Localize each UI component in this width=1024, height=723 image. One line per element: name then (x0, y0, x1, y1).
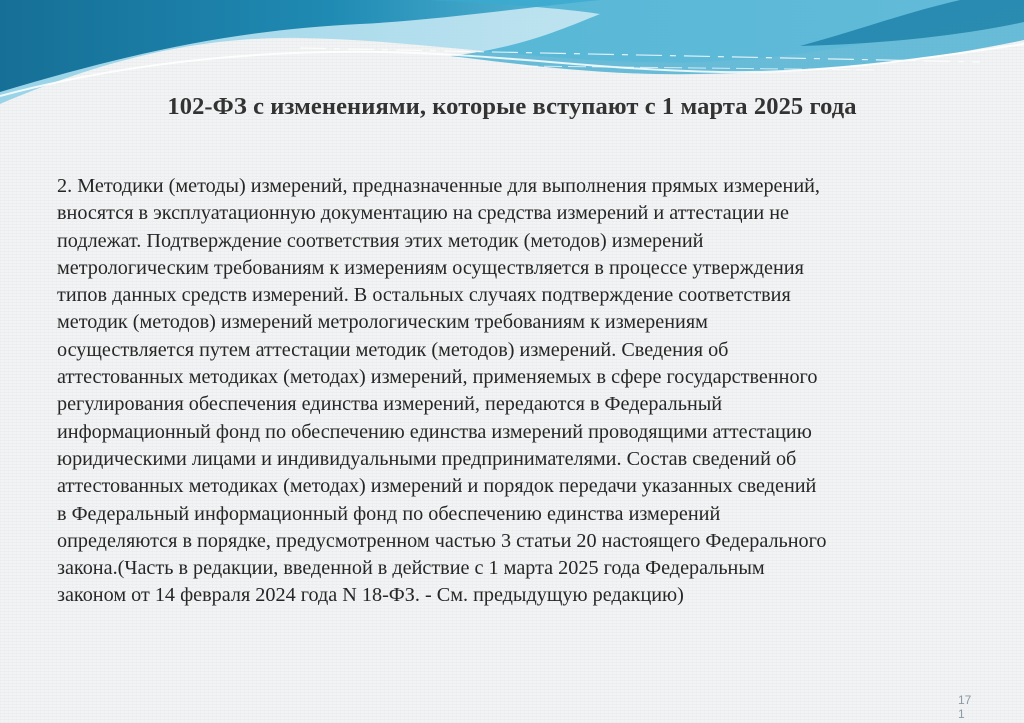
slide-number-line2: 1 (958, 707, 965, 721)
body-line: регулирования обеспечения единства измерений, передаются в Федеральный (57, 393, 723, 416)
body-line: осуществляется путем аттестации методик (методов) измерений. Сведения об (57, 338, 729, 361)
body-line: методик (методов) измерений метрологическим требованиям к измерениям (57, 311, 708, 334)
body-line: закона.(Часть в редакции, введенной в действие с 1 марта 2025 года Федеральным (57, 557, 765, 580)
body-line: вносятся в эксплуатационную документацию на средства измерений и аттестации не (57, 202, 789, 225)
body-line: аттестованных методиках (методах) измерений, применяемых в сфере государственного (57, 366, 818, 389)
body-line: информационный фонд по обеспечению единства измерений проводящими аттестацию (57, 420, 812, 443)
body-line: законом от 14 февраля 2024 года N 18-ФЗ. - См. предыдущую редакцию) (57, 584, 684, 607)
slide-number-line1: 17 (958, 693, 972, 707)
body-line: определяются в порядке, предусмотренном частью 3 статьи 20 настоящего Федерального (57, 529, 827, 552)
body-line: подлежат. Подтверждение соответствия этих методик (методов) измерений (57, 229, 704, 252)
body-line: юридическими лицами и индивидуальными предпринимателями. Состав сведений об (57, 447, 797, 470)
body-line: типов данных средств измерений. В остальных случаях подтверждение соответствия (57, 284, 791, 307)
body-line: метрологическим требованиям к измерениям осуществляется в процессе утверждения (57, 256, 804, 279)
slide-title: 102-ФЗ с изменениями, которые вступают с 1 марта 2025 года (167, 93, 857, 120)
body-line: аттестованных методиках (методах) измерений и порядок передачи указанных сведений (57, 475, 817, 498)
body-paragraph (57, 173, 987, 610)
slide-number (958, 693, 978, 721)
body-line: 2. Методики (методы) измерений, предназначенные для выполнения прямых измерений, (57, 175, 820, 197)
body-line: в Федеральный информационный фонд по обеспечению единства измерений (57, 502, 721, 525)
